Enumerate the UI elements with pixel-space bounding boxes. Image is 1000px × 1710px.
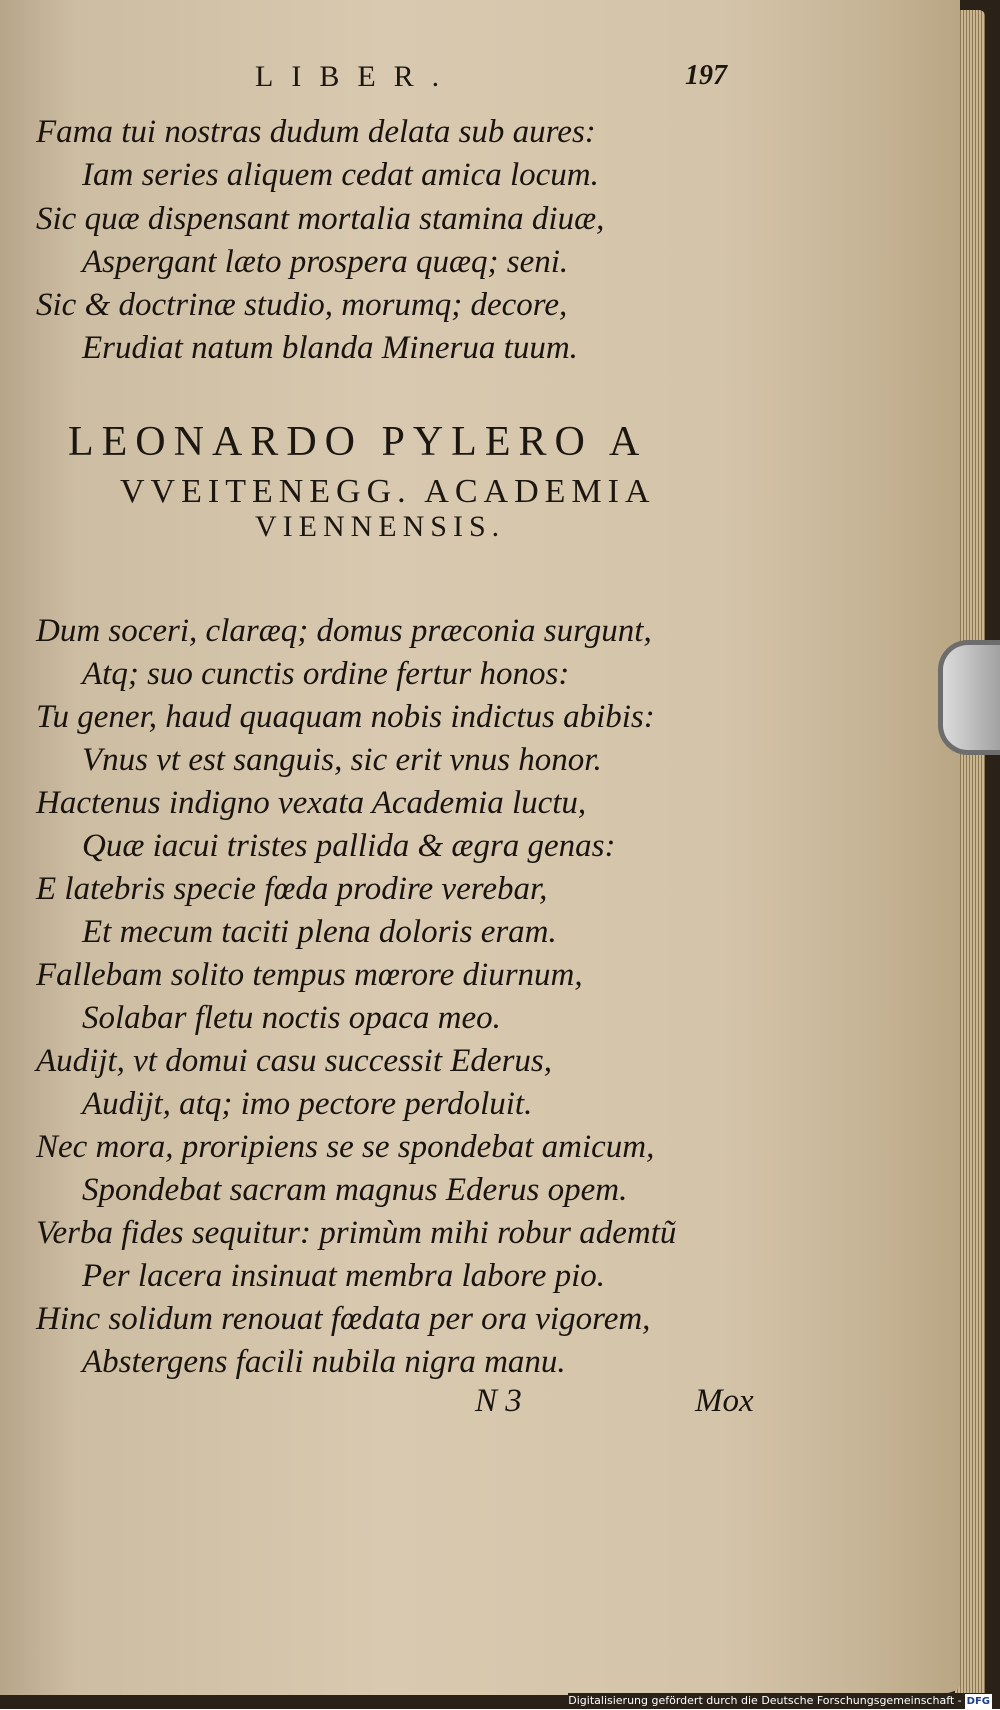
verse-line: Aspergant læto prospera quæq; seni. xyxy=(82,244,569,280)
verse-line: Audijt, atq; imo pectore perdoluit. xyxy=(82,1086,533,1122)
catchword: Mox xyxy=(695,1383,754,1419)
verse-line: Solabar fletu noctis opaca meo. xyxy=(82,1000,501,1036)
verse-line: Dum soceri, claræq; domus præconia surgunt, xyxy=(36,613,652,649)
credit-text: Digitalisierung gefördert durch die Deutsche Forschungsgemeinschaft - xyxy=(568,1694,962,1707)
verse-line: Tu gener, haud quaquam nobis indictus abibis: xyxy=(36,699,655,735)
verse-line: Iam series aliquem cedat amica locum. xyxy=(82,157,599,193)
page-number: 197 xyxy=(685,60,727,91)
verse-line: Quæ iacui tristes pallida & ægra genas: xyxy=(82,828,616,864)
heading-line-2: VVEITENEGG. ACADEMIA xyxy=(120,473,656,510)
verse-line: Fallebam solito tempus mœrore diurnum, xyxy=(36,957,583,993)
verse-line: Nec mora, proripiens se se spondebat amicum, xyxy=(36,1129,655,1165)
verse-line: Per lacera insinuat membra labore pio. xyxy=(82,1258,606,1294)
heading-line-1: LEONARDO PYLERO A xyxy=(68,419,648,465)
verse-line: Et mecum taciti plena doloris eram. xyxy=(82,914,557,950)
verse-line: Spondebat sacram magnus Ederus opem. xyxy=(82,1172,628,1208)
verse-line: Vnus vt est sanguis, sic erit vnus honor. xyxy=(82,742,602,778)
running-title: LIBER. xyxy=(255,60,458,93)
verse-line: Sic quæ dispensant mortalia stamina diuæ, xyxy=(36,201,605,237)
verse-line: Hinc solidum renouat fœdata per ora vigorem, xyxy=(36,1301,651,1337)
verse-line: Audijt, vt domui casu successit Ederus, xyxy=(36,1043,553,1079)
verse-line: Atq; suo cunctis ordine fertur honos: xyxy=(82,656,570,692)
verse-line: Erudiat natum blanda Minerua tuum. xyxy=(82,330,578,366)
heading-line-3: VIENNENSIS. xyxy=(255,510,506,543)
verse-line: Hactenus indigno vexata Academia luctu, xyxy=(36,785,587,821)
signature-mark: N 3 xyxy=(475,1383,522,1419)
verse-line: Verba fides sequitur: primùm mihi robur ademtũ xyxy=(36,1215,677,1251)
digitization-credit xyxy=(568,1693,992,1709)
verse-line: Sic & doctrinæ studio, morumq; decore, xyxy=(36,287,568,323)
dfg-logo: DFG xyxy=(965,1694,992,1710)
verse-line: Abstergens facili nubila nigra manu. xyxy=(82,1344,566,1380)
verse-line: E latebris specie fœda prodire verebar, xyxy=(36,871,548,907)
verse-line: Fama tui nostras dudum delata sub aures: xyxy=(36,114,596,150)
page-clip xyxy=(938,640,1000,755)
